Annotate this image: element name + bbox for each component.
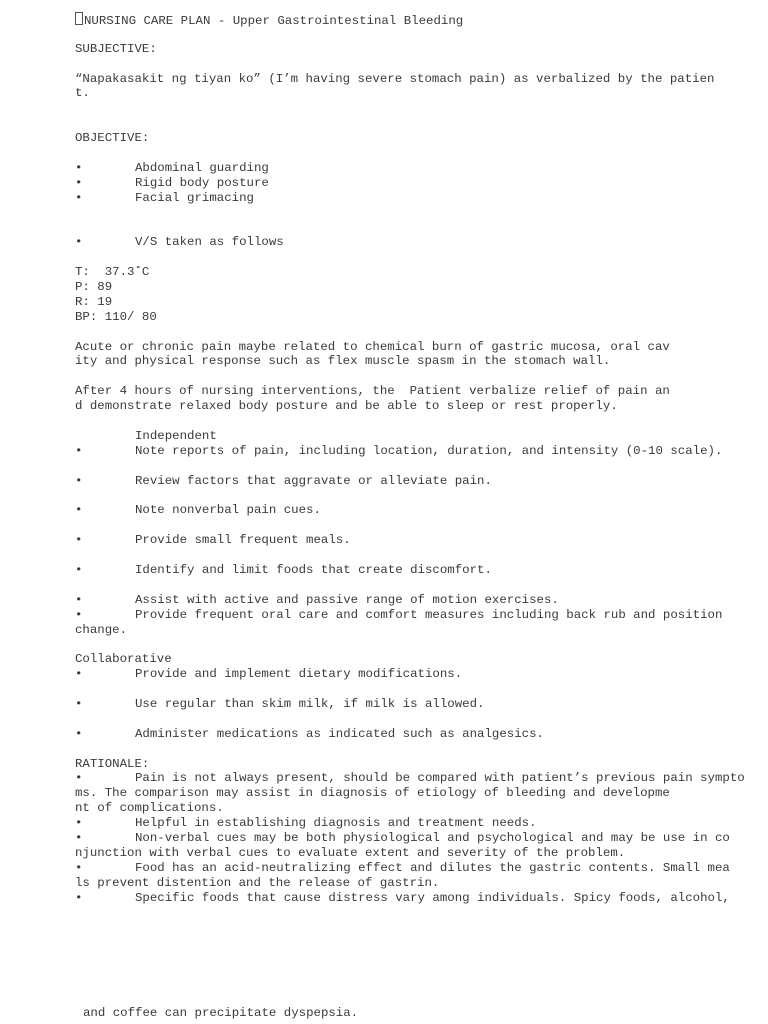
missing-glyph-box <box>75 12 83 25</box>
bullet-glyph: • <box>75 592 83 607</box>
bullet-glyph: • <box>75 503 83 518</box>
list-item: • Provide small frequent meals. <box>75 533 351 548</box>
subjective-text-line-1: “Napakasakit ng tiyan ko” (I’m having severe stomach pain) as verbalized by the patien <box>75 71 715 86</box>
bullet-glyph: • <box>75 890 83 905</box>
list-item: • Rigid body posture <box>75 175 269 190</box>
list-item: • Provide frequent oral care and comfort measures including back rub and position <box>75 607 723 622</box>
subjective-text-line-2: t. <box>75 86 90 101</box>
diagnosis-line-2: ity and physical response such as flex muscle spasm in the stomach wall. <box>75 354 611 369</box>
bullet-glyph: • <box>75 726 83 741</box>
vital-pulse: P: 89 <box>75 280 113 295</box>
list-item: • Note nonverbal pain cues. <box>75 503 321 518</box>
vital-blood-pressure: BP: 110/ 80 <box>75 309 157 324</box>
goal-line-1: After 4 hours of nursing interventions, the Patient verbalize relief of pain an <box>75 384 670 399</box>
vital-respiration: R: 19 <box>75 294 113 309</box>
list-item: • Identify and limit foods that create discomfort. <box>75 562 492 577</box>
bullet-glyph: • <box>75 860 83 875</box>
bullet-glyph: • <box>75 443 83 458</box>
rationale-wrap: njunction with verbal cues to evaluate extent and severity of the problem. <box>75 845 626 860</box>
goal-line-2: d demonstrate relaxed body posture and be able to sleep or rest properly. <box>75 399 618 414</box>
list-item: • Administer medications as indicated such as analgesics. <box>75 726 544 741</box>
bullet-glyph: • <box>75 816 83 831</box>
list-item: • Abdominal guarding <box>75 160 269 175</box>
bullet-glyph: • <box>75 473 83 488</box>
rationale-wrap-next-page: and coffee can precipitate dyspepsia. <box>83 1006 359 1020</box>
rationale-item: • Food has an acid-neutralizing effect and dilutes the gastric contents. Small mea <box>75 860 730 875</box>
rationale-wrap: nt of complications. <box>75 801 224 816</box>
bullet-glyph: • <box>75 175 83 190</box>
independent-heading: Independent <box>135 428 217 443</box>
bullet-glyph: • <box>75 190 83 205</box>
bullet-glyph: • <box>75 160 83 175</box>
bullet-glyph: • <box>75 562 83 577</box>
subjective-heading: SUBJECTIVE: <box>75 41 157 56</box>
bullet-glyph: • <box>75 235 83 250</box>
document-page <box>75 12 765 905</box>
list-item-wrap: change. <box>75 622 128 637</box>
bullet-glyph: • <box>75 771 83 786</box>
rationale-wrap: ls prevent distention and the release of gastrin. <box>75 875 440 890</box>
list-item: • Use regular than skim milk, if milk is allowed. <box>75 696 485 711</box>
vital-temperature: T: 37.3˚C <box>75 265 150 280</box>
list-item: • Note reports of pain, including location, duration, and intensity (0-10 scale). <box>75 443 723 458</box>
rationale-wrap: ms. The comparison may assist in diagnosis of etiology of bleeding and developme <box>75 786 670 801</box>
bullet-glyph: • <box>75 607 83 622</box>
rationale-heading: RATIONALE: <box>75 756 150 771</box>
rationale-item: • Specific foods that cause distress vary among individuals. Spicy foods, alcohol, <box>75 890 730 905</box>
rationale-item: • Pain is not always present, should be compared with patient’s previous pain sympto <box>75 771 745 786</box>
list-item: • Facial grimacing <box>75 190 254 205</box>
document-title: NURSING CARE PLAN - Upper Gastrointestinal Bleeding <box>75 12 765 27</box>
vs-label: • V/S taken as follows <box>75 235 284 250</box>
list-item: • Provide and implement dietary modifications. <box>75 667 463 682</box>
bullet-glyph: • <box>75 667 83 682</box>
bullet-glyph: • <box>75 533 83 548</box>
collaborative-heading: Collaborative <box>75 652 172 667</box>
objective-heading: OBJECTIVE: <box>75 131 150 146</box>
bullet-glyph: • <box>75 696 83 711</box>
rationale-item: • Non-verbal cues may be both physiological and psychological and may be use in co <box>75 830 730 845</box>
diagnosis-line-1: Acute or chronic pain maybe related to chemical burn of gastric mucosa, oral cav <box>75 339 670 354</box>
rationale-item: • Helpful in establishing diagnosis and treatment needs. <box>75 816 537 831</box>
list-item: • Assist with active and passive range of motion exercises. <box>75 592 559 607</box>
bullet-glyph: • <box>75 830 83 845</box>
list-item: • Review factors that aggravate or alleviate pain. <box>75 473 492 488</box>
